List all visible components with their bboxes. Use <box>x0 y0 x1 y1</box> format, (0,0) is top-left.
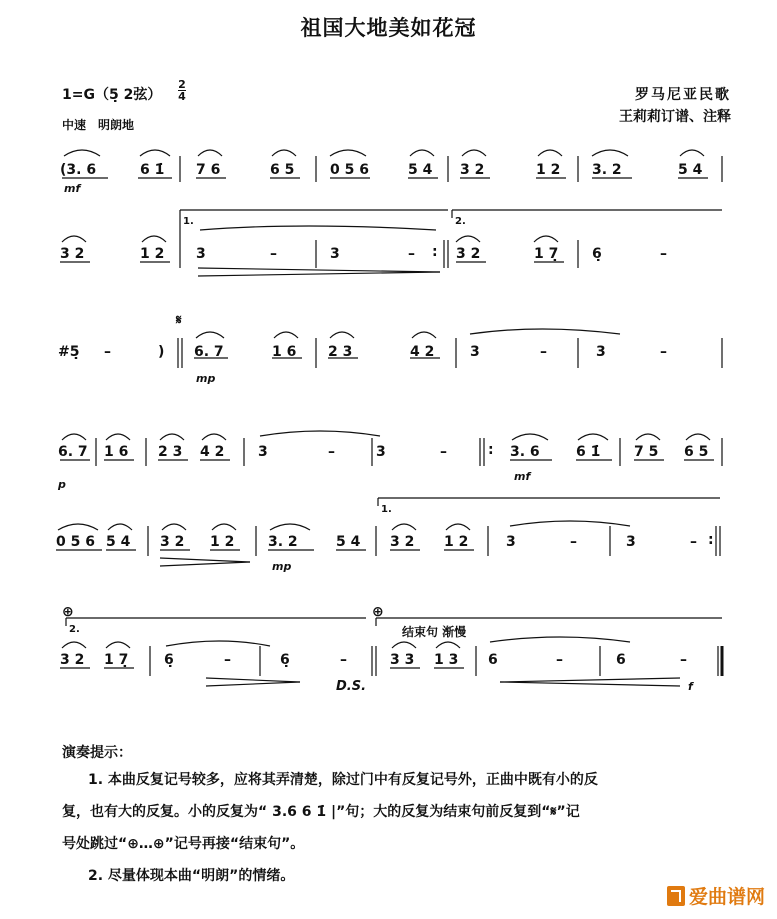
svg-text:mp: mp <box>272 560 292 573</box>
svg-text:6 1̇: 6 1̇ <box>140 162 165 178</box>
svg-text:1 6: 1 6 <box>104 444 129 460</box>
svg-text:3: 3 <box>596 344 606 360</box>
arranger-credit: 王莉莉订谱、注释 <box>619 109 731 125</box>
svg-text:6 1̇: 6 1̇ <box>576 444 601 460</box>
svg-text:–: – <box>556 652 563 668</box>
hint-p1-line2: 复，也有大的反复。小的反复为“ 3.6 6 1̇ |”句；大的反复为结束句前反复到“𝄋”记 <box>62 804 580 820</box>
svg-text:6̣: 6̣ <box>280 652 290 668</box>
svg-text:1 7̣: 1 7̣ <box>104 652 129 668</box>
svg-text:1 3: 1 3 <box>434 652 459 668</box>
svg-text:1 6: 1 6 <box>272 344 297 360</box>
svg-text:3 2: 3 2 <box>460 162 485 178</box>
svg-text:⊕: ⊕ <box>372 604 384 620</box>
svg-text:1 7̣: 1 7̣ <box>534 246 559 262</box>
svg-text:D.S.: D.S. <box>336 679 367 694</box>
svg-text:mf: mf <box>64 182 81 195</box>
svg-text:2 3: 2 3 <box>158 444 183 460</box>
svg-text:1 2: 1 2 <box>536 162 561 178</box>
watermark-text: 爱曲谱网 <box>688 886 765 908</box>
svg-text:–: – <box>270 246 277 262</box>
svg-text:3. 6: 3. 6 <box>510 444 540 460</box>
svg-text:2.: 2. <box>69 624 80 635</box>
svg-text:5 4: 5 4 <box>678 162 703 178</box>
svg-text:3: 3 <box>376 444 386 460</box>
svg-text:5 4: 5 4 <box>106 534 131 550</box>
score-staff <box>0 130 777 720</box>
svg-text:⊕: ⊕ <box>62 604 74 620</box>
svg-text::: : <box>432 244 438 260</box>
svg-text:6̣: 6̣ <box>592 246 602 262</box>
svg-text:3 3: 3 3 <box>390 652 415 668</box>
svg-text:3: 3 <box>330 246 340 262</box>
hints-heading: 演奏提示： <box>62 745 132 761</box>
svg-text:1 2: 1 2 <box>140 246 165 262</box>
svg-text:2.: 2. <box>455 216 466 227</box>
key-signature: 1=G（5̣ 2弦） <box>62 87 162 103</box>
svg-text:–: – <box>680 652 687 668</box>
svg-text:–: – <box>540 344 547 360</box>
music-note-icon <box>667 886 685 906</box>
svg-text:3 2: 3 2 <box>456 246 481 262</box>
hint-p2: 2. 尽量体现本曲“明朗”的情绪。 <box>88 868 295 884</box>
svg-text:–: – <box>104 344 111 360</box>
svg-text:mf: mf <box>514 470 531 483</box>
svg-text:): ) <box>158 344 165 360</box>
svg-text:3. 2: 3. 2 <box>268 534 298 550</box>
score-title: 祖国大地美如花冠 <box>300 16 477 40</box>
svg-text:6 5: 6 5 <box>684 444 709 460</box>
tempo-marking: 中速 明朗地 <box>62 118 135 132</box>
time-signature-top: 2 <box>178 78 186 91</box>
svg-text:f: f <box>688 680 693 693</box>
svg-text:3: 3 <box>506 534 516 550</box>
svg-text:3: 3 <box>626 534 636 550</box>
svg-text:4 2: 4 2 <box>200 444 225 460</box>
svg-text:4 2: 4 2 <box>410 344 435 360</box>
svg-text:mp: mp <box>196 372 216 385</box>
svg-text:6̣: 6̣ <box>164 652 174 668</box>
svg-text:1.: 1. <box>381 504 392 515</box>
svg-text:1 2: 1 2 <box>444 534 469 550</box>
svg-text:3 2: 3 2 <box>160 534 185 550</box>
svg-text:–: – <box>660 246 667 262</box>
svg-text:3: 3 <box>470 344 480 360</box>
hint-p1-line1: 1. 本曲反复记号较多，应将其弄清楚，除过门中有反复记号外，正曲中既有小的反 <box>88 772 598 788</box>
svg-text:–: – <box>440 444 447 460</box>
svg-text:3 2: 3 2 <box>60 246 85 262</box>
svg-text:3 2: 3 2 <box>60 652 85 668</box>
svg-text:(3. 6: (3. 6 <box>60 162 97 178</box>
ending-label: 结束句 渐慢 <box>402 625 467 639</box>
svg-text:1.: 1. <box>183 216 194 227</box>
time-signature-bottom: 4 <box>178 90 186 103</box>
svg-text:3: 3 <box>196 246 206 262</box>
svg-text:5 4: 5 4 <box>408 162 433 178</box>
svg-text:3: 3 <box>258 444 268 460</box>
hint-p1-line3: 号处跳过“⊕…⊕”记号再接“结束句”。 <box>62 836 305 852</box>
svg-text:–: – <box>224 652 231 668</box>
svg-text::: : <box>708 532 714 548</box>
svg-text:6: 6 <box>488 652 498 668</box>
svg-text:6: 6 <box>616 652 626 668</box>
svg-text:–: – <box>690 534 697 550</box>
svg-text:–: – <box>408 246 415 262</box>
svg-text:p: p <box>58 478 66 491</box>
svg-text:–: – <box>340 652 347 668</box>
origin-credit: 罗马尼亚民歌 <box>635 87 731 103</box>
svg-text:0 5 6: 0 5 6 <box>56 534 95 550</box>
time-signature <box>178 79 186 102</box>
svg-text:𝄋: 𝄋 <box>176 313 182 328</box>
svg-text:2 3: 2 3 <box>328 344 353 360</box>
svg-text:7 6: 7 6 <box>196 162 221 178</box>
svg-text::: : <box>488 442 494 458</box>
svg-text:6. 7: 6. 7 <box>58 444 88 460</box>
svg-text:3 2: 3 2 <box>390 534 415 550</box>
svg-text:6. 7: 6. 7 <box>194 344 224 360</box>
svg-text:0 5 6: 0 5 6 <box>330 162 369 178</box>
svg-text:–: – <box>570 534 577 550</box>
svg-text:6 5: 6 5 <box>270 162 295 178</box>
svg-text:#5̣: #5̣ <box>58 344 80 360</box>
svg-text:5 4: 5 4 <box>336 534 361 550</box>
svg-text:–: – <box>328 444 335 460</box>
watermark-logo <box>667 882 765 909</box>
svg-text:–: – <box>660 344 667 360</box>
svg-text:7 5: 7 5 <box>634 444 659 460</box>
svg-text:1 2: 1 2 <box>210 534 235 550</box>
svg-text:3. 2: 3. 2 <box>592 162 622 178</box>
